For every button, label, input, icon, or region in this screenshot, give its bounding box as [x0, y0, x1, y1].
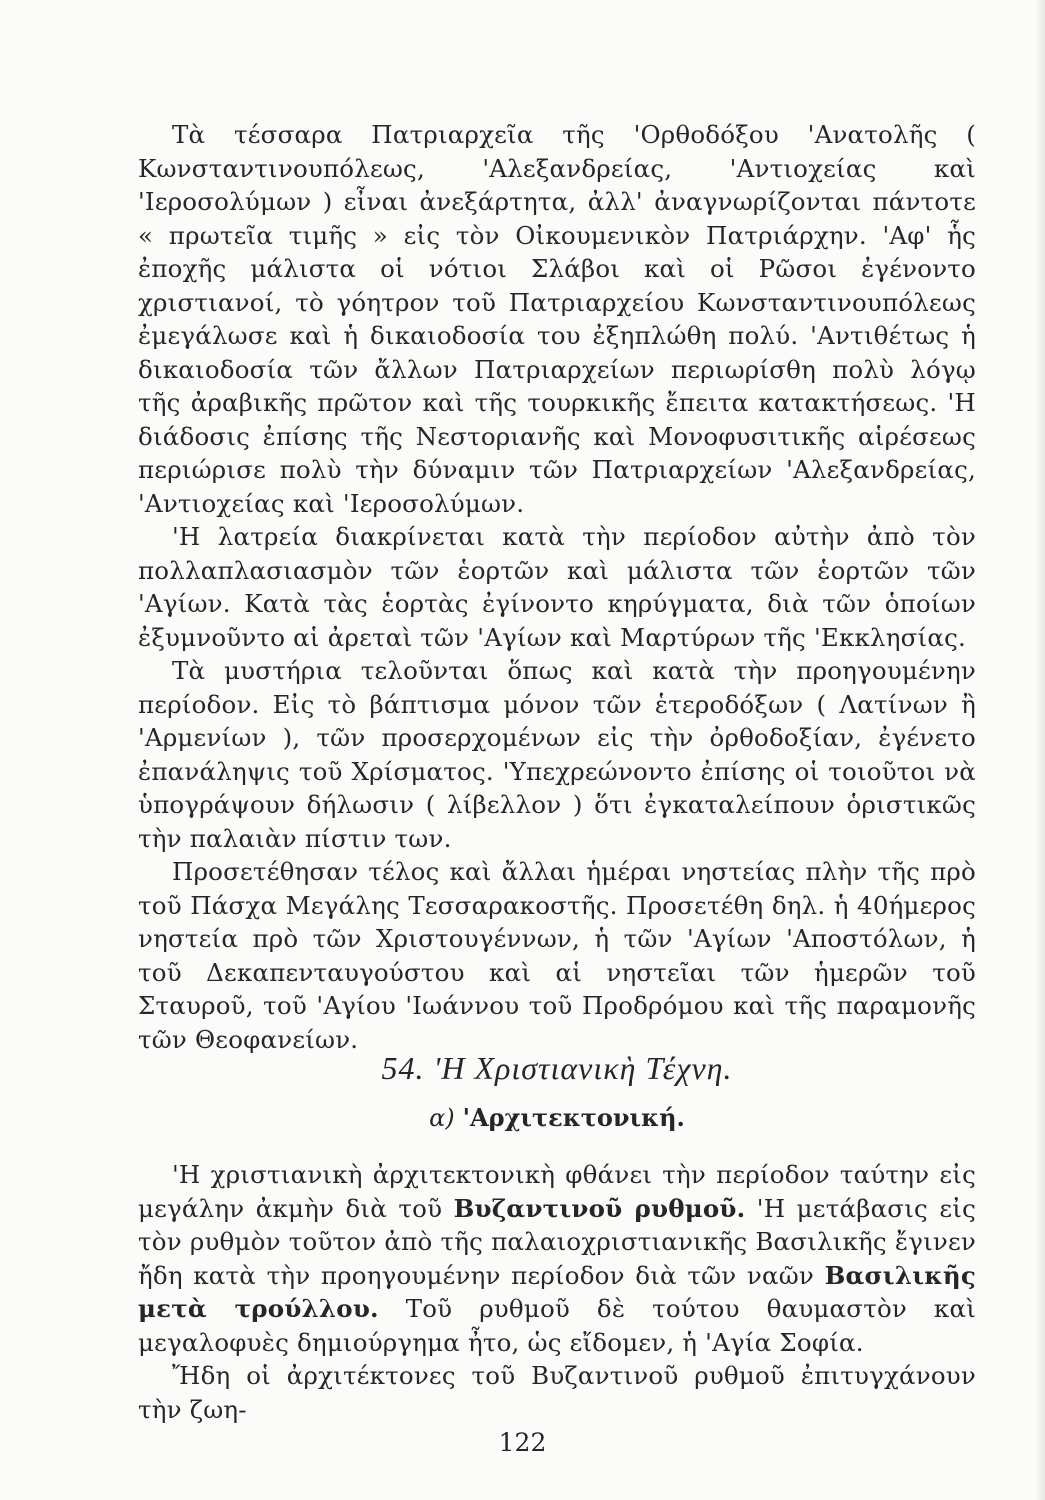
- paragraph-sacraments: Τὰ μυστήρια τελοῦνται ὅπως καὶ κατὰ τὴν προηγουμένην περίοδον. Εἰς τὸ βάπτισμα μόνον τῶν ἑτεροδόξων ( Λατίνων ἢ 'Αρμενίων ), τῶν προσερχομένων εἰς τὴν ὀρθοδοξίαν, ἐγένετο ἐπανάληψις τοῦ Χρίσματος. 'Υπεχρεώνοντο ἐπίσης οἱ τοιοῦτοι νὰ ὑπογράψουν δήλωσιν ( λίβελλον ) ὅτι ἐγκαταλείπουν ὁριστικῶς τὴν παλαιὰν πίστιν των.: [138, 656, 976, 853]
- subsection-heading: [138, 1103, 976, 1132]
- body-text-architecture: [138, 1158, 976, 1426]
- page-edge-shadow: [1035, 0, 1045, 1500]
- architecture-text-3: Τοῦ ρυθμοῦ δὲ τούτου θαυμαστὸν καὶ μεγαλοφυὲς δημιούργημα ἦτο, ὡς εἴδομεν, ἡ 'Αγία Σοφία.: [138, 1294, 977, 1357]
- domed-basilica-term: Βασιλικῆς μετὰ τρούλλου.: [138, 1260, 976, 1323]
- paragraph-worship: 'Η λατρεία διακρίνεται κατὰ τὴν περίοδον αὐτὴν ἀπὸ τὸν πολλαπλασιασμὸν τῶν ἑορτῶν καὶ μάλιστα τῶν ἑορτῶν τῶν 'Αγίων. Κατὰ τὰς ἑορτὰς ἐγίνοντο κηρύγματα, διὰ τῶν ὁποίων ἐξυμνοῦντο αἱ ἀρεταὶ τῶν 'Αγίων καὶ Μαρτύρων τῆς 'Εκκλησίας.: [138, 522, 976, 652]
- paragraph-architecture: [138, 1158, 976, 1359]
- paragraph-fasting: Προσετέθησαν τέλος καὶ ἄλλαι ἡμέραι νηστείας πλὴν τῆς πρὸ τοῦ Πάσχα Μεγάλης Τεσσαρακοστῆς. Προσετέθη δηλ. ἡ 40ήμερος νηστεία πρὸ τῶν Χριστουγέννων, ἡ τῶν 'Αγίων 'Αποστόλων, ἡ τοῦ Δεκαπενταυγούστου καὶ αἱ νηστεῖαι τῶν ἡμερῶν τοῦ Σταυροῦ, τοῦ 'Αγίου 'Ιωάννου τοῦ Προδρόμου καὶ τῆς παραμονῆς τῶν Θεοφανείων.: [138, 857, 976, 1054]
- architecture-text-1: 'Η χριστιανικὴ ἀρχιτεκτονικὴ φθάνει τὴν περίοδον ταύτην εἰς μεγάλην ἀκμὴν διὰ τοῦ: [138, 1160, 976, 1223]
- page-number: 122: [498, 1428, 547, 1457]
- subsection-label: α): [429, 1104, 455, 1132]
- section-heading: 54. 'Η Χριστιανικὴ Τέχνη.: [381, 1050, 733, 1086]
- paragraph-architects: Ἤδη οἱ ἀρχιτέκτονες τοῦ Βυζαντινοῦ ρυθμοῦ ἐπιτυγχάνουν τὴν ζωη-: [138, 1361, 976, 1424]
- paragraph-patriarchates: Τὰ τέσσαρα Πατριαρχεῖα τῆς 'Ορθοδόξου 'Ανατολῆς ( Κωνσταντινουπόλεως, 'Αλεξανδρείας, 'Αντιοχείας καὶ 'Ιεροσολύμων ) εἶναι ἀνεξάρτητα, ἀλλ' ἀναγνωρίζονται πάντοτε « πρωτεῖα τιμῆς » εἰς τὸν Οἰκουμενικὸν Πατριάρχην. 'Αφ' ἧς ἐποχῆς μάλιστα οἱ νότιοι Σλάβοι καὶ οἱ Ρῶσοι ἐγένοντο χριστιανοί, τὸ γόητρον τοῦ Πατριαρχείου Κωνσταντινουπόλεως ἐμεγάλωσε καὶ ἡ δικαιοδοσία του ἐξηπλώθη πολύ. 'Αντιθέτως ἡ δικαιοδοσία τῶν ἄλλων Πατριαρχείων περιωρίσθη πολὺ λόγῳ τῆς ἀραβικῆς πρῶτον καὶ τῆς τουρκικῆς ἔπειτα κατακτήσεως. 'Η διάδοσις ἐπίσης τῆς Νεστοριανῆς καὶ Μονοφυσιτικῆς αἱρέσεως περιώρισε πολὺ τὴν δύναμιν τῶν Πατριαρχείων 'Αλεξανδρείας, 'Αντιοχείας καὶ 'Ιεροσολύμων.: [138, 120, 976, 518]
- body-text-top: [138, 118, 976, 1056]
- byzantine-style-term: Βυζαντινοῦ ρυθμοῦ.: [453, 1193, 746, 1223]
- subsection-title: 'Αρχιτεκτονική.: [462, 1103, 685, 1132]
- architecture-text-2: 'Η μετάβασις εἰς τὸν ρυθμὸν τοῦτον ἀπὸ τῆς παλαιοχριστιανικῆς Βασιλικῆς ἔγινεν ἤδη κατὰ τὴν προηγουμένην περίοδον διὰ τῶν ναῶν: [138, 1193, 976, 1290]
